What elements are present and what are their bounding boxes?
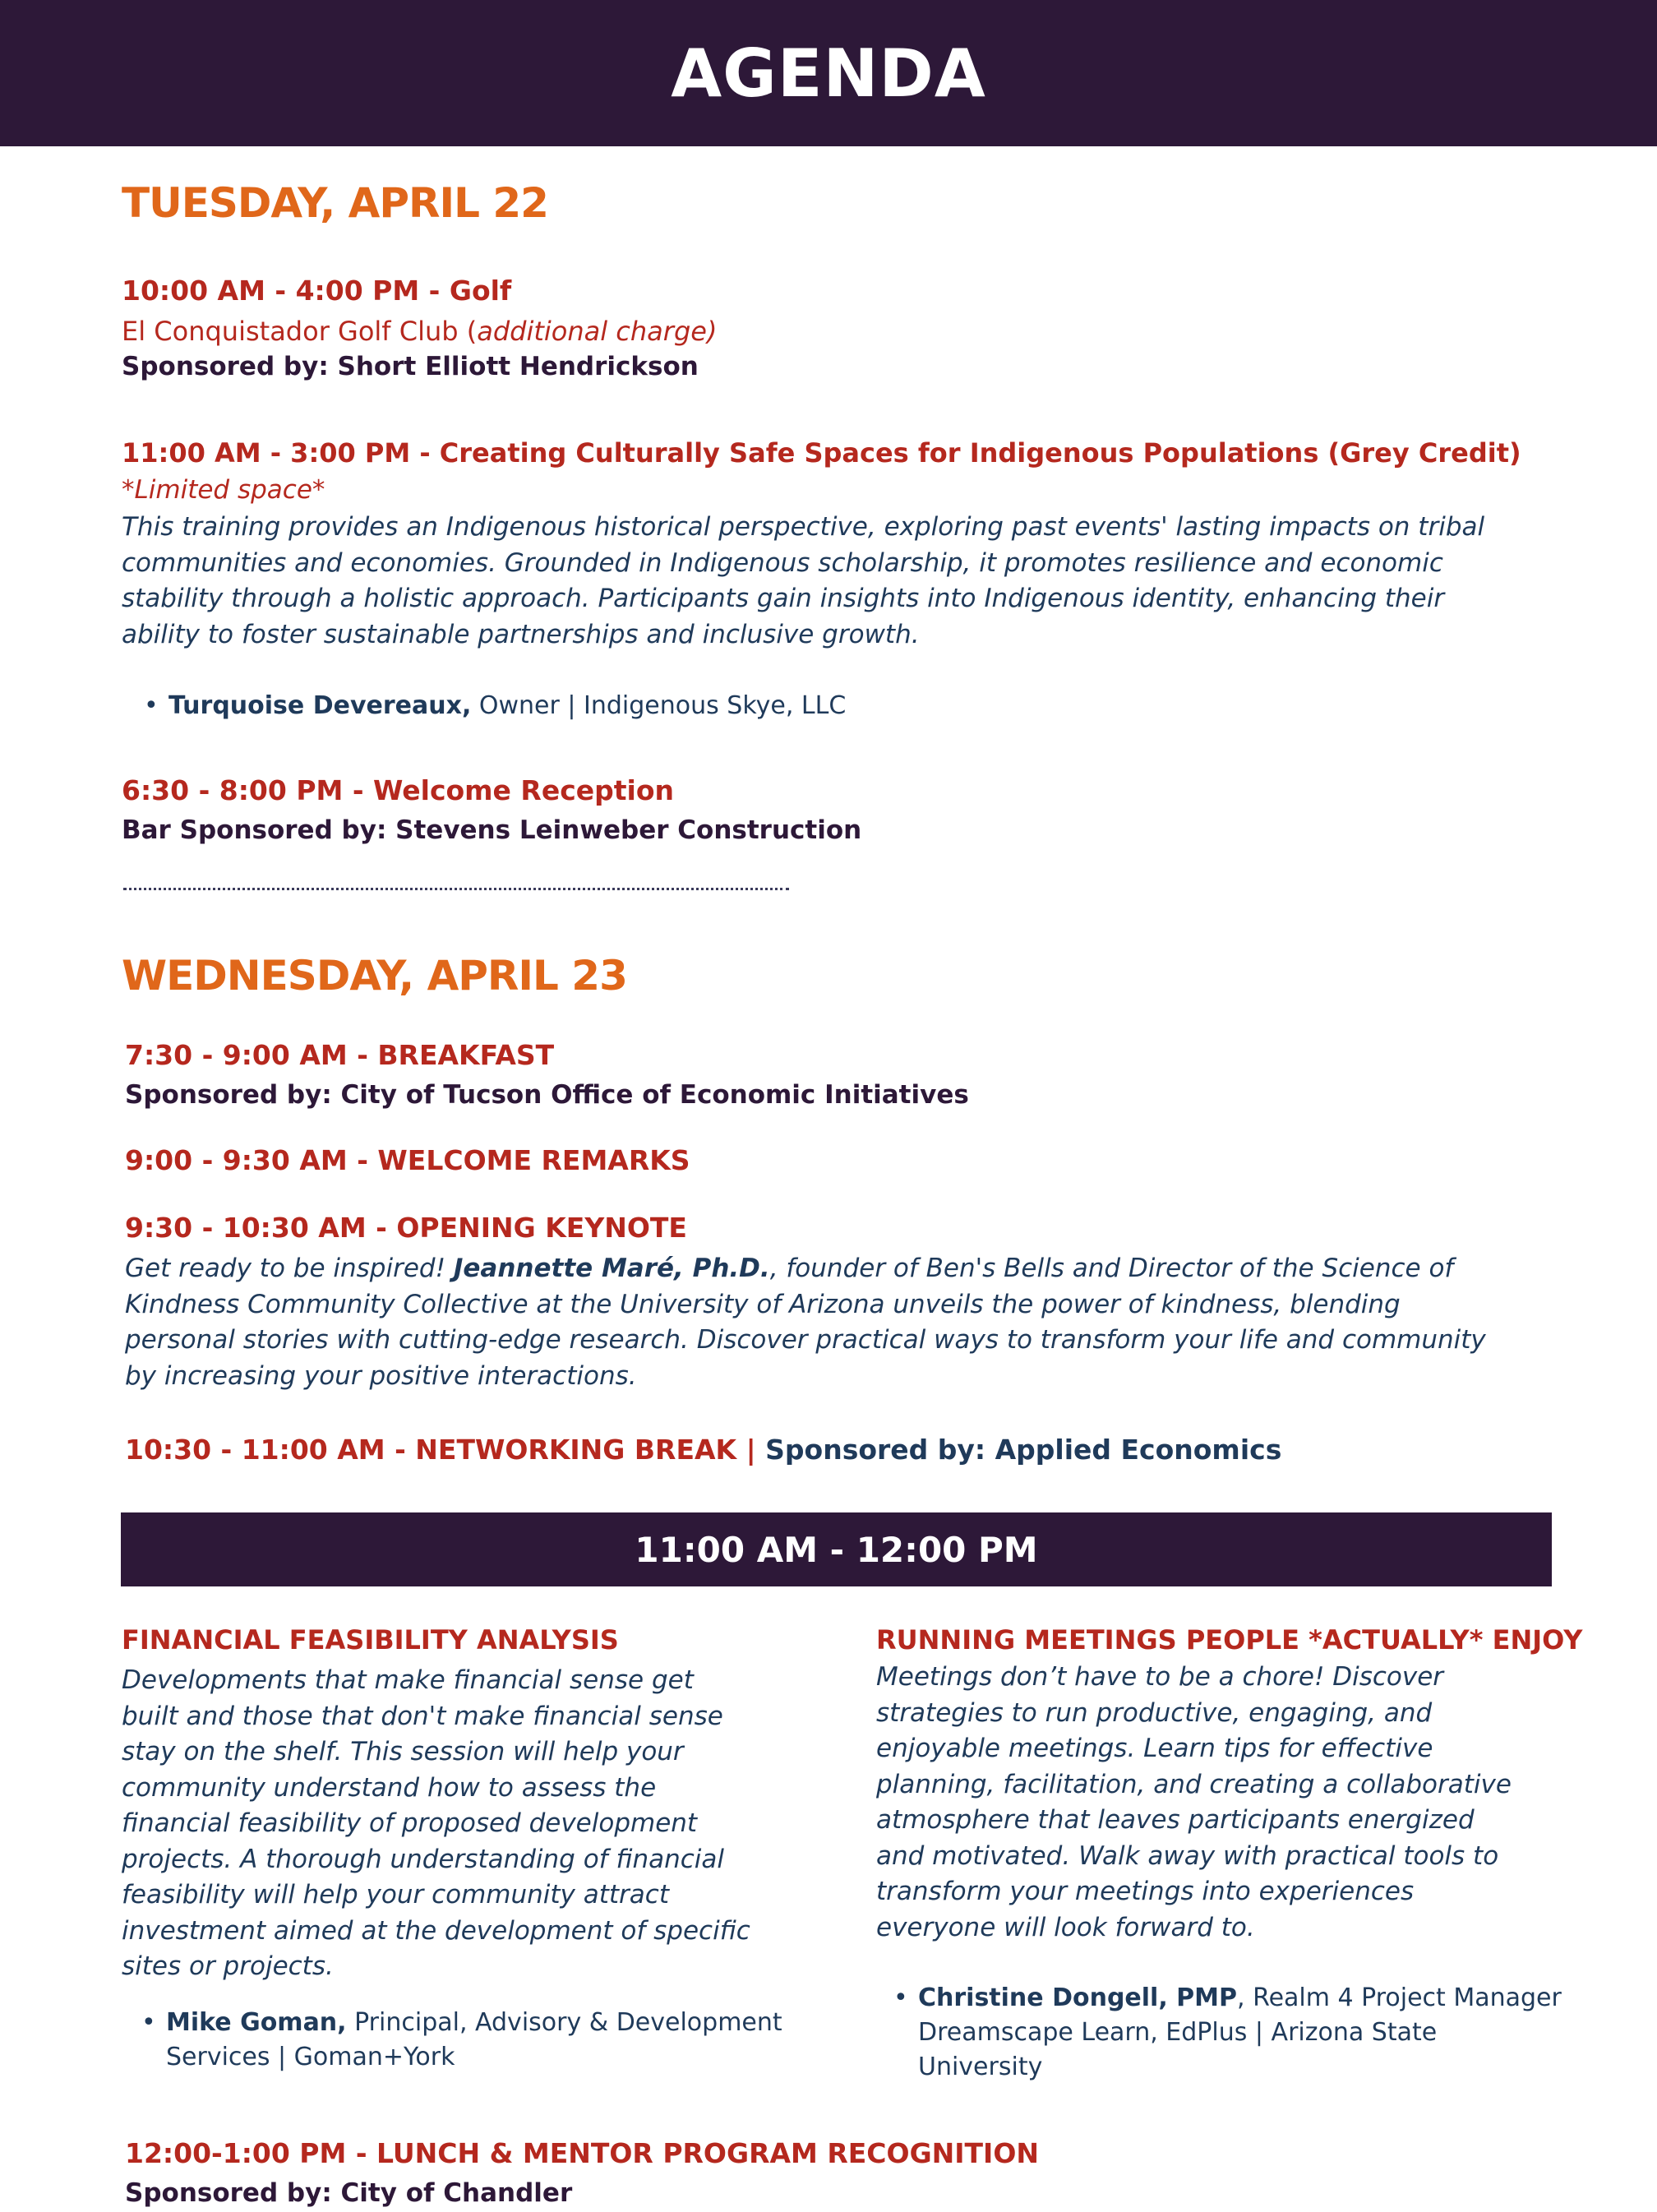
speaker-name: Christine Dongell, PMP — [918, 1983, 1238, 2012]
desc-line: strategies to run productive, engaging, and — [876, 1697, 1433, 1728]
sponsor-lunch: Sponsored by: City of Chandler — [125, 2178, 573, 2208]
header-banner — [0, 0, 1657, 146]
desc-line: everyone will look forward to. — [876, 1912, 1255, 1942]
sponsor-reception: Bar Sponsored by: Stevens Leinweber Construction — [122, 815, 862, 845]
speaker-role: Principal, Advisory & Development — [346, 2008, 782, 2037]
speaker-role: University — [918, 2053, 1043, 2081]
location-note: additional charge) — [477, 316, 718, 347]
speaker-role: Dreamscape Learn, EdPlus | Arizona State — [918, 2018, 1438, 2047]
event-title-training: 11:00 AM - 3:00 PM - Creating Culturally Safe Spaces for Indigenous Populations (Grey Credit) — [122, 437, 1521, 469]
day-heading-tuesday: TUESDAY, APRIL 22 — [122, 179, 548, 227]
keynote-speaker-name: Jeannette Maré, Ph.D. — [453, 1254, 770, 1283]
desc-line: financial feasibility of proposed development — [122, 1808, 698, 1838]
event-title-golf: 10:00 AM - 4:00 PM - Golf — [122, 275, 512, 307]
section-divider — [123, 888, 789, 890]
desc-line: by increasing your positive interactions. — [125, 1360, 637, 1391]
desc-line: and motivated. Walk away with practical tools to — [876, 1840, 1499, 1871]
desc-line: atmosphere that leaves participants energized — [876, 1805, 1475, 1835]
desc-line: This training provides an Indigenous historical perspective, exploring past events' lasting impacts on tribal — [122, 512, 1485, 542]
meetings-description — [876, 1660, 1575, 1946]
speaker-role: , Realm 4 Project Manager — [1237, 1983, 1562, 2012]
sponsor-breakfast: Sponsored by: City of Tucson Office of Economic Initiatives — [125, 1080, 969, 1110]
session-title-meetings: RUNNING MEETINGS PEOPLE *ACTUALLY* ENJOY — [876, 1624, 1583, 1656]
desc-text: , founder of Ben's Bells and Director of the Science of — [769, 1254, 1454, 1283]
event-title-keynote: 9:30 - 10:30 AM - OPENING KEYNOTE — [125, 1212, 687, 1244]
sponsor-golf: Sponsored by: Short Elliott Hendrickson — [122, 352, 699, 381]
session-time: 11:00 AM - 12:00 PM — [635, 1529, 1038, 1570]
event-location-golf — [122, 316, 717, 347]
speaker-christine-dongell — [893, 1981, 1576, 2085]
event-title-break — [125, 1434, 1281, 1466]
desc-text: Get ready to be inspired! — [125, 1254, 454, 1283]
desc-line: personal stories with cutting-edge research. Discover practical ways to transform your life and community — [125, 1325, 1486, 1355]
event-title-reception: 6:30 - 8:00 PM - Welcome Reception — [122, 774, 675, 806]
desc-line: enjoyable meetings. Learn tips for effective — [876, 1734, 1433, 1763]
location-text: El Conquistador Golf Club ( — [122, 316, 478, 347]
training-description — [122, 510, 1568, 653]
speaker-role: Owner | Indigenous Skye, LLC — [471, 691, 847, 720]
desc-line: feasibility will help your community attract — [122, 1880, 670, 1910]
desc-line: Meetings don’t have to be a chore! Discover — [876, 1662, 1444, 1692]
desc-line: community understand how to assess the — [122, 1772, 657, 1803]
desc-line: investment aimed at the development of specific — [122, 1915, 750, 1946]
desc-line: built and those that don't make financial sense — [122, 1701, 723, 1731]
day-heading-wednesday: WEDNESDAY, APRIL 23 — [122, 952, 627, 1000]
keynote-description — [125, 1251, 1572, 1394]
event-title-breakfast: 7:30 - 9:00 AM - BREAKFAST — [125, 1039, 555, 1071]
speaker-role: Services | Goman+York — [166, 2043, 455, 2071]
event-title-lunch: 12:00-1:00 PM - LUNCH & MENTOR PROGRAM RECOGNITION — [125, 2137, 1040, 2169]
speaker-turquoise — [144, 689, 847, 723]
desc-line — [125, 1251, 1572, 1287]
desc-line: projects. A thorough understanding of financial — [122, 1844, 725, 1874]
bullet-dot: • — [144, 691, 159, 720]
speaker-line — [918, 1981, 1576, 2016]
desc-line: stay on the shelf. This session will help your — [122, 1737, 684, 1766]
sponsor-break: Sponsored by: Applied Economics — [765, 1434, 1282, 1466]
desc-line: communities and economies. Grounded in Indigenous scholarship, it promotes resilience and economic — [122, 547, 1443, 578]
session-time-bar — [121, 1512, 1552, 1586]
desc-line: stability through a holistic approach. Participants gain insights into Indigenous identity, enhancing their — [122, 584, 1445, 613]
desc-line: transform your meetings into experiences — [876, 1877, 1415, 1906]
desc-line: planning, facilitation, and creating a collaborative — [876, 1769, 1512, 1799]
break-title: 10:30 - 11:00 AM - NETWORKING BREAK — [125, 1434, 746, 1466]
session-title-financial: FINANCIAL FEASIBILITY ANALYSIS — [122, 1624, 619, 1656]
speaker-name: Mike Goman, — [166, 2008, 347, 2037]
financial-description — [122, 1663, 845, 1985]
speaker-name: Turquoise Devereaux, — [168, 691, 472, 720]
desc-line: ability to foster sustainable partnerships and inclusive growth. — [122, 619, 920, 649]
break-separator: | — [745, 1434, 766, 1466]
desc-line: Kindness Community Collective at the University of Arizona unveils the power of kindness, blending — [125, 1289, 1401, 1319]
event-title-welcome: 9:00 - 9:30 AM - WELCOME REMARKS — [125, 1144, 690, 1176]
speaker-line — [166, 2006, 840, 2040]
desc-line: Developments that make financial sense get — [122, 1665, 694, 1695]
page-title: AGENDA — [671, 35, 986, 112]
speaker-mike-goman — [141, 2006, 840, 2075]
bullet-dot: • — [893, 1983, 908, 2012]
bullet-dot: • — [141, 2008, 156, 2037]
limited-space-note: *Limited space* — [122, 475, 325, 505]
desc-line: sites or projects. — [122, 1951, 334, 1981]
